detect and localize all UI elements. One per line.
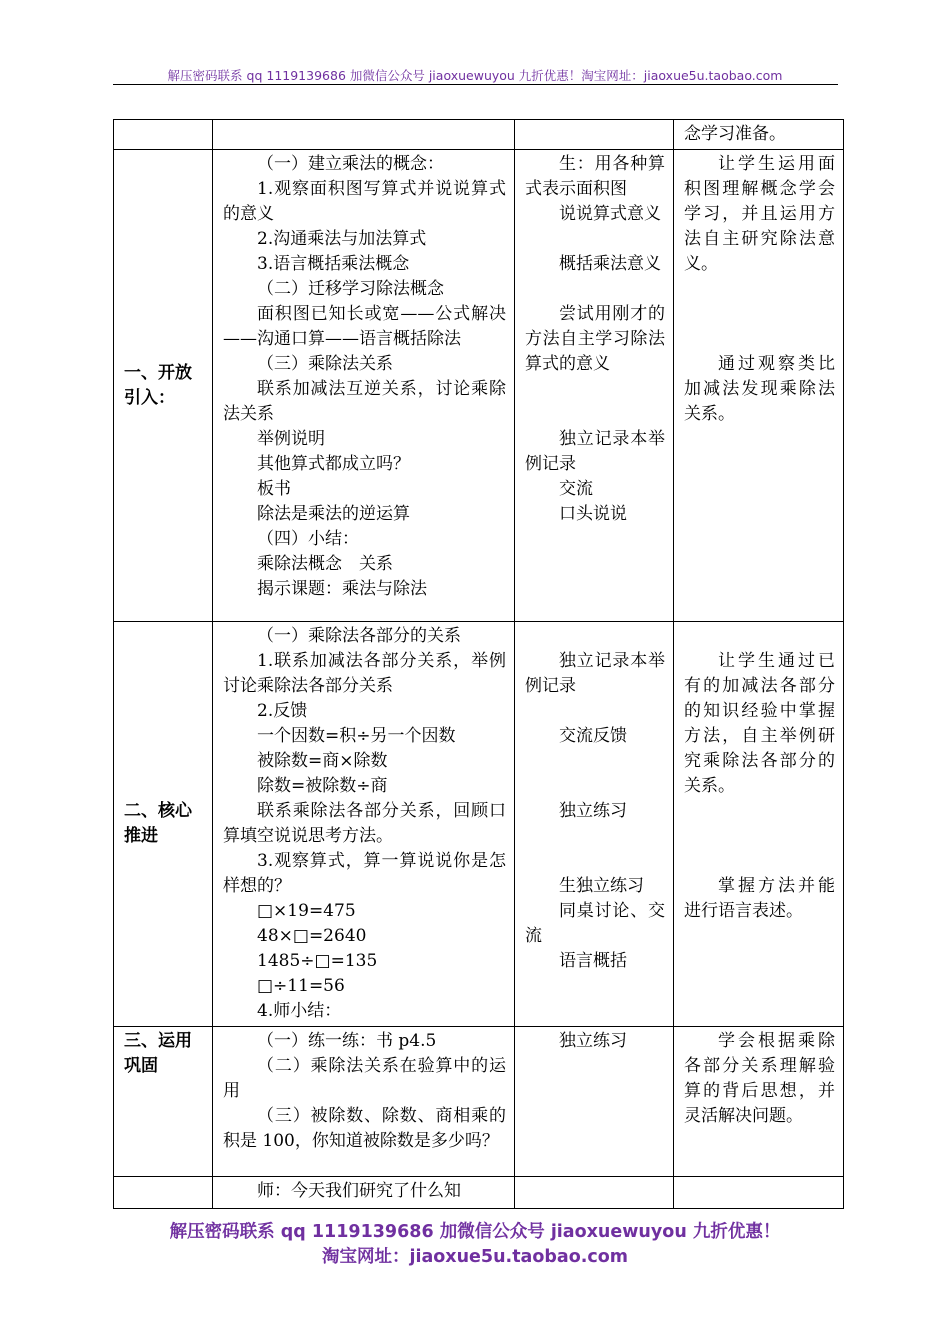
student-cell [515, 120, 674, 150]
intent-cell: 学会根据乘除各部分关系理解验算的背后思想，并灵活解决问题。 [674, 1027, 844, 1177]
header-rule [113, 84, 838, 85]
header-watermark-text: 解压密码联系 qq 1119139686 加微信公众号 jiaoxuewuyou 九折优惠！淘宝网址：jiaoxue5u.taobao.com [167, 68, 783, 83]
footer-watermark-line-1: 解压密码联系 qq 1119139686 加微信公众号 jiaoxuewuyou 九折优惠！ [169, 1222, 781, 1242]
phase-cell [114, 1177, 213, 1209]
teacher-cell: （一）乘除法各部分的关系 1.联系加减法各部分关系，举例讨论乘除法各部分关系 2.反馈 一个因数=积÷另一个因数 被除数=商×除数 除数=被除数÷商 联系乘除法各部分关系，回顾口算填空说说思考方法。 3.观察算式，算一算说说你是怎样想的？ □×19=475 48×□=2640 1485÷□=135 □÷11=56 4.师小结： [213, 622, 515, 1027]
footer-watermark-line-2: 淘宝网址：jiaoxue5u.taobao.com [321, 1247, 629, 1267]
student-cell: 生：用各种算式表示面积图 说说算式意义 概括乘法意义 尝试用刚才的方法自主学习除法算式的意义 独立记录本举例记录 交流 口头说说 [515, 150, 674, 622]
student-cell: 独立记录本举例记录 交流反馈 独立练习 生独立练习 同桌讨论、交流 语言概括 [515, 622, 674, 1027]
student-cell: 独立练习 [515, 1027, 674, 1177]
table-row [114, 622, 844, 1027]
table-row [114, 1027, 844, 1177]
teacher-cell: 师：今天我们研究了什么知 [213, 1177, 515, 1209]
phase-cell: 二、核心推进 [114, 622, 213, 1027]
intent-cell: 念学习准备。 [674, 120, 844, 150]
lesson-plan-table [113, 119, 844, 1209]
table-row [114, 120, 844, 150]
phase-cell: 三、运用巩固 [114, 1027, 213, 1177]
phase-cell [114, 120, 213, 150]
intent-cell: 让学生通过已有的加减法各部分的知识经验中掌握方法，自主举例研究乘除法各部分的关系。 掌握方法并能进行语言表述。 [674, 622, 844, 1027]
table-row [114, 150, 844, 622]
intent-cell: 让学生运用面积图理解概念学会学习，并且运用方法自主研究除法意义。 通过观察类比加减法发现乘除法关系。 [674, 150, 844, 622]
teacher-cell: （一）练一练：书 p4.5 （二）乘除法关系在验算中的运用 （三）被除数、除数、商相乘的积是 100，你知道被除数是多少吗？ [213, 1027, 515, 1177]
teacher-cell: （一）建立乘法的概念： 1.观察面积图写算式并说说算式的意义 2.沟通乘法与加法算式 3.语言概括乘法概念 （二）迁移学习除法概念 面积图已知长或宽——公式解决——沟通口算——语言概括除法 （三）乘除法关系 联系加减法互逆关系，讨论乘除法关系 举例说明 其他算式都成立吗？ 板书 除法是乘法的逆运算 （四）小结： 乘除法概念 关系 揭示课题：乘法与除法 [213, 150, 515, 622]
intent-cell [674, 1177, 844, 1209]
teacher-cell [213, 120, 515, 150]
phase-cell: 一、开放引入： [114, 150, 213, 622]
table-row [114, 1177, 844, 1209]
student-cell [515, 1177, 674, 1209]
